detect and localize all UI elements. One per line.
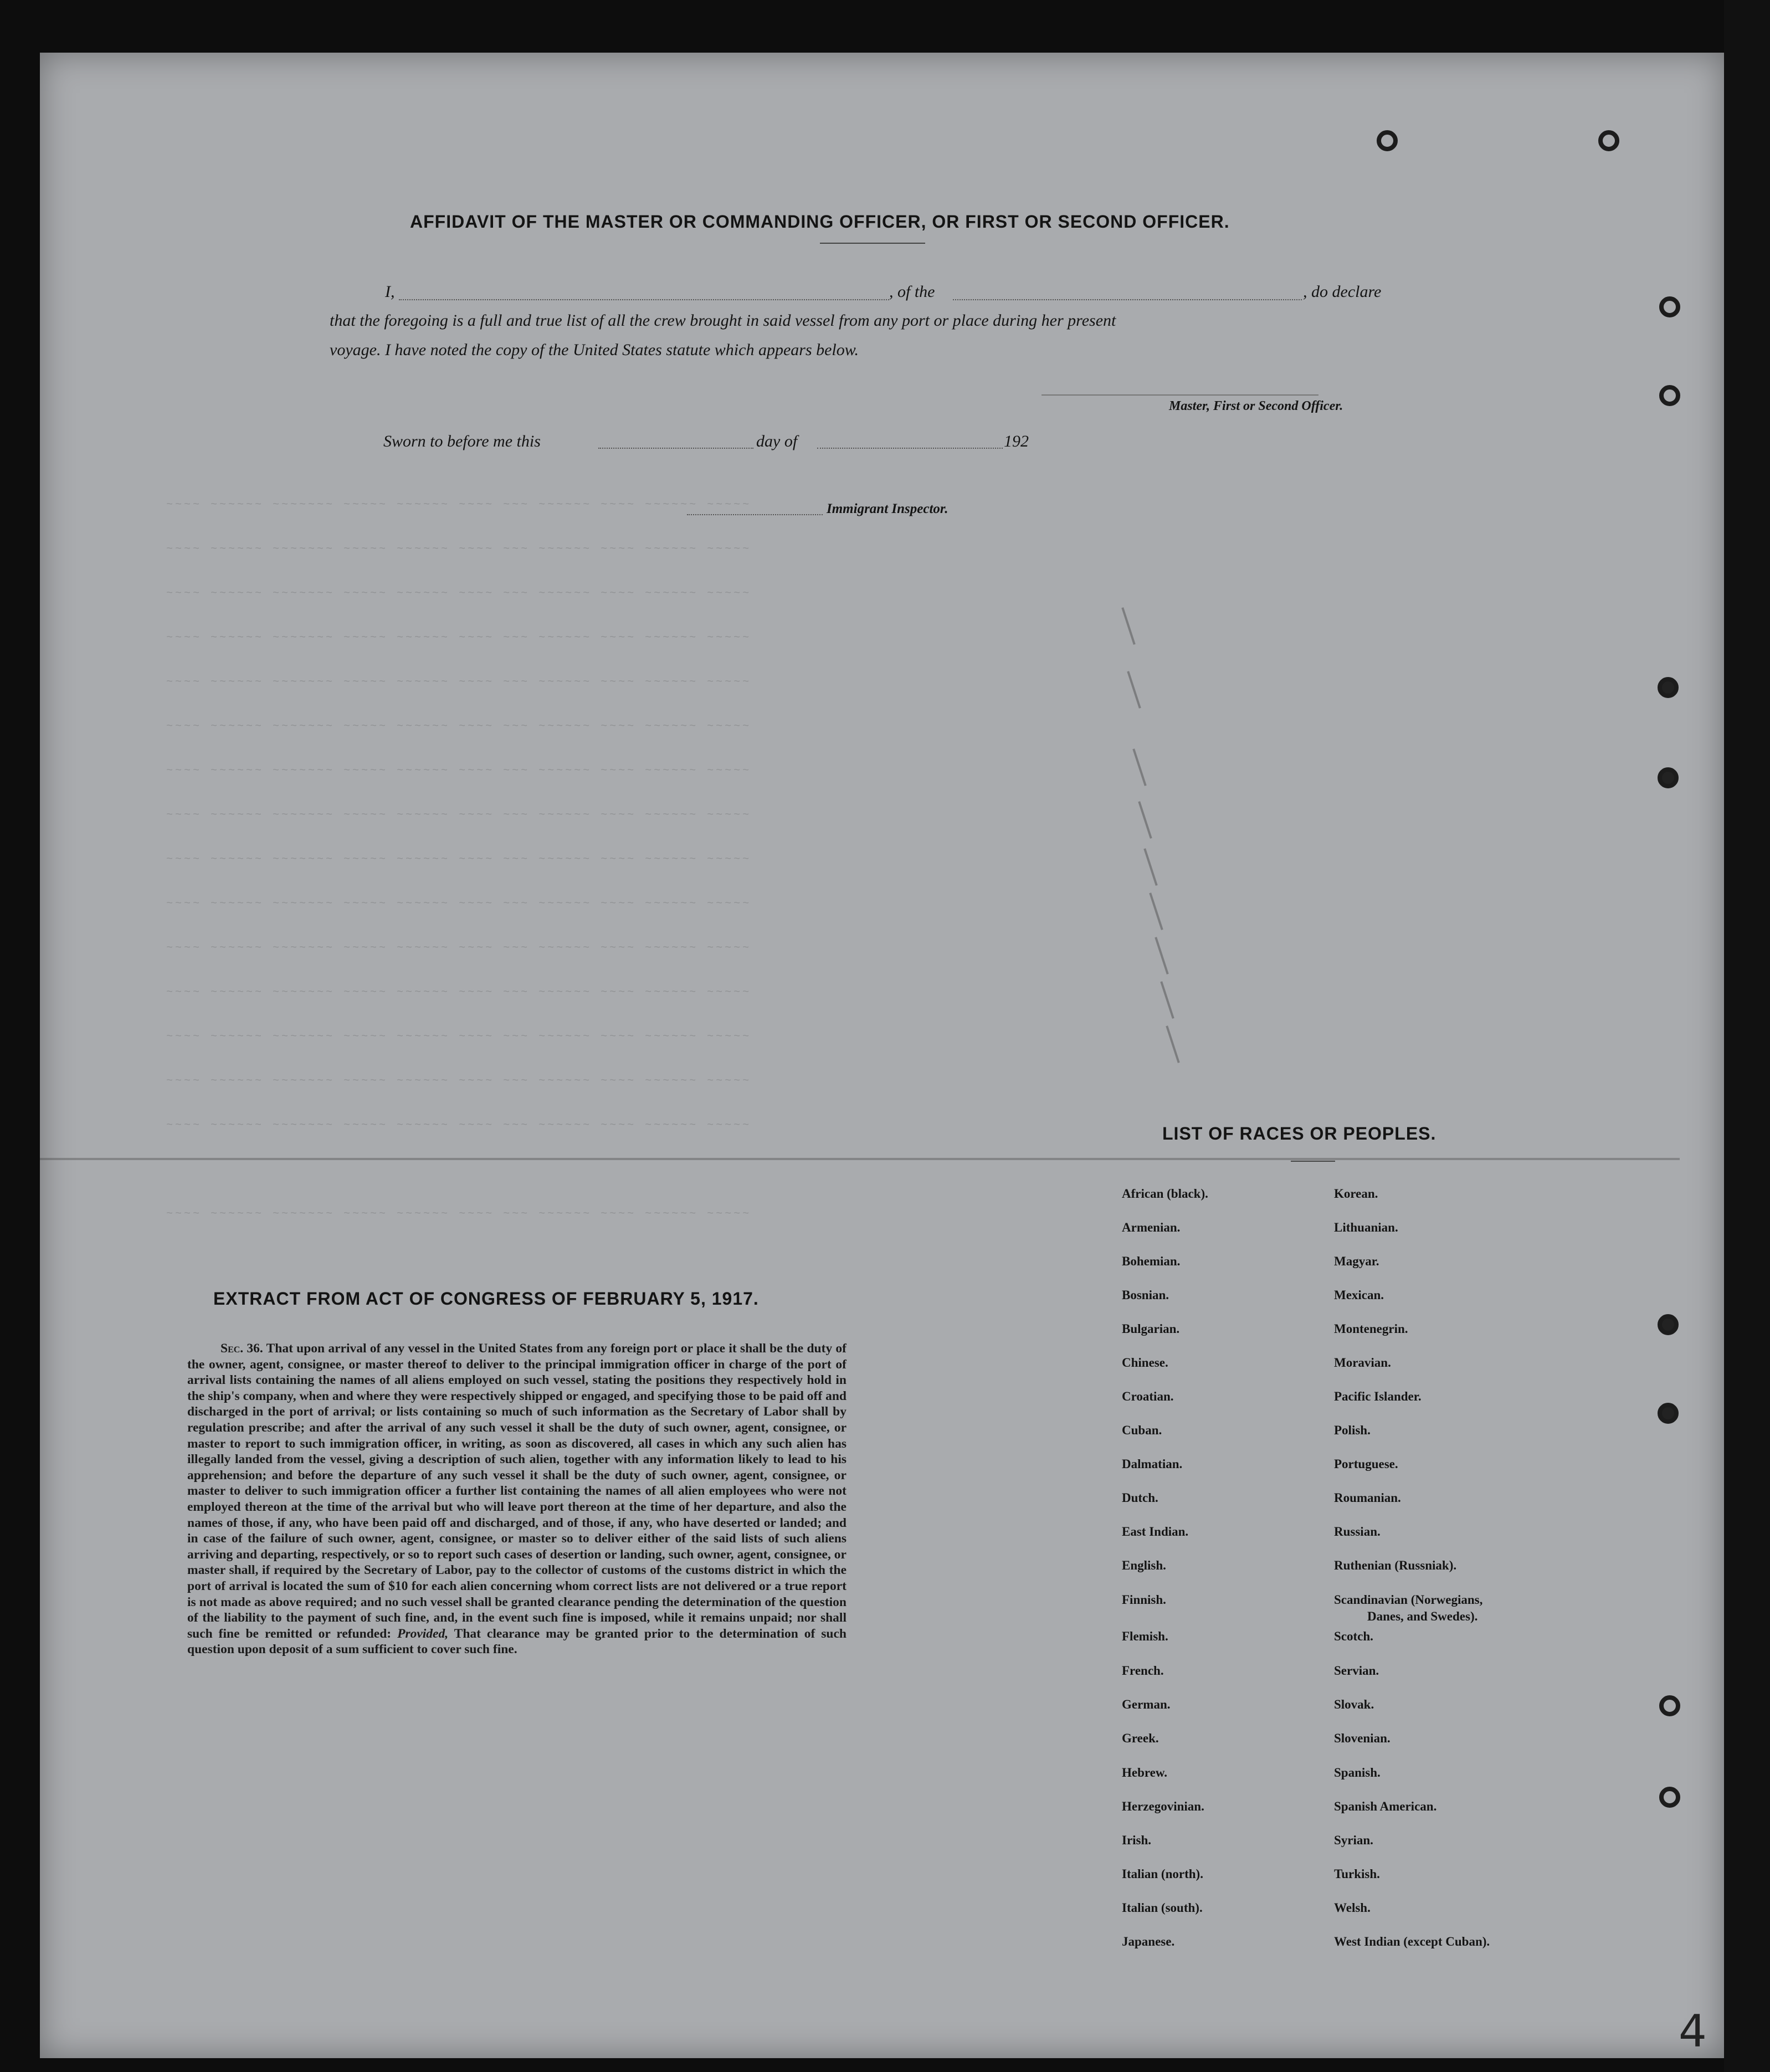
race-item: Montenegrin.: [1334, 1322, 1408, 1336]
punch-hole: [1658, 767, 1679, 788]
do-declare-label: , do declare: [1303, 283, 1382, 301]
race-item: Bohemian.: [1122, 1254, 1181, 1268]
race-item: Dalmatian.: [1122, 1457, 1183, 1471]
race-item: African (black).: [1122, 1187, 1208, 1201]
race-item: Croatian.: [1122, 1389, 1174, 1403]
race-item: Italian (north).: [1122, 1867, 1203, 1881]
page-fold: [40, 1158, 1680, 1160]
race-item: Moravian.: [1334, 1356, 1391, 1370]
race-item: West Indian (except Cuban).: [1334, 1935, 1490, 1948]
race-item: Cuban.: [1122, 1423, 1162, 1437]
race-item: Italian (south).: [1122, 1901, 1203, 1915]
punch-hole: [1377, 130, 1398, 151]
punch-hole: [1659, 296, 1680, 317]
race-item: Magyar.: [1334, 1254, 1379, 1268]
race-item: Bosnian.: [1122, 1288, 1169, 1302]
punch-hole: [1658, 1403, 1679, 1424]
declarant-name-field[interactable]: [399, 299, 889, 300]
corner-page-mark: 4: [1679, 2006, 1707, 2057]
race-item: Irish.: [1122, 1833, 1152, 1847]
act-tail: That clearance may be granted prior to the determination of such question upon deposit of a sum sufficient to cover such fine.: [187, 1626, 847, 1657]
race-item: Greek.: [1122, 1731, 1159, 1745]
punch-hole: [1658, 1314, 1679, 1335]
title-underline: [820, 243, 925, 244]
race-item: Slovenian.: [1334, 1731, 1391, 1745]
year-label: 192: [1004, 432, 1029, 450]
race-item: Danes, and Swedes).: [1367, 1609, 1478, 1623]
races-title-underline: [1291, 1161, 1335, 1162]
vessel-name-field[interactable]: [953, 299, 1302, 300]
races-title: LIST OF RACES OR PEOPLES.: [1162, 1124, 1436, 1143]
affidavit-title: AFFIDAVIT OF THE MASTER OR COMMANDING OFFICER, OR FIRST OR SECOND OFFICER.: [410, 212, 1230, 232]
declarant-label: I,: [385, 283, 395, 301]
sworn-label: Sworn to before me this: [383, 432, 541, 450]
sworn-day-field[interactable]: [598, 448, 753, 449]
race-item: Turkish.: [1334, 1867, 1380, 1881]
race-item: Spanish.: [1334, 1766, 1381, 1779]
race-item: English.: [1122, 1558, 1166, 1572]
race-item: Korean.: [1334, 1187, 1378, 1201]
document-page: [40, 53, 1724, 2058]
act-section-label: Sec. 36.: [220, 1341, 263, 1356]
officer-signature-field[interactable]: [1042, 394, 1318, 396]
inspector-signature-field[interactable]: [687, 514, 823, 515]
race-item: Japanese.: [1122, 1935, 1175, 1948]
race-item: Scotch.: [1334, 1629, 1373, 1643]
race-item: Ruthenian (Russniak).: [1334, 1558, 1457, 1572]
race-item: Portuguese.: [1334, 1457, 1398, 1471]
race-item: Flemish.: [1122, 1629, 1168, 1643]
affidavit-line-3: voyage. I have noted the copy of the United States statute which appears below.: [330, 341, 859, 359]
inspector-label: Immigrant Inspector.: [827, 501, 948, 516]
scan-edge: [1724, 0, 1770, 2072]
day-of-label: day of: [756, 432, 798, 450]
race-item: Syrian.: [1334, 1833, 1373, 1847]
race-item: Bulgarian.: [1122, 1322, 1180, 1336]
race-item: Welsh.: [1334, 1901, 1371, 1915]
race-item: Dutch.: [1122, 1491, 1158, 1505]
sworn-month-field[interactable]: [817, 448, 1003, 449]
race-item: Lithuanian.: [1334, 1220, 1398, 1234]
affidavit-line-2: that the foregoing is a full and true list of all the crew brought in said vessel from any port or place during her present: [330, 311, 1116, 330]
race-item: Servian.: [1334, 1664, 1379, 1678]
race-item: Herzegovinian.: [1122, 1799, 1204, 1813]
race-item: German.: [1122, 1697, 1171, 1711]
punch-hole: [1658, 677, 1679, 698]
race-item: Chinese.: [1122, 1356, 1168, 1370]
race-item: Mexican.: [1334, 1288, 1384, 1302]
race-item: East Indian.: [1122, 1525, 1189, 1538]
race-item: Armenian.: [1122, 1220, 1181, 1234]
of-the-label: , of the: [889, 283, 935, 301]
punch-hole: [1659, 385, 1680, 406]
race-item: Scandinavian (Norwegians,: [1334, 1593, 1483, 1607]
signature-label: Master, First or Second Officer.: [1169, 399, 1343, 413]
race-item: Polish.: [1334, 1423, 1371, 1437]
race-item: Pacific Islander.: [1334, 1389, 1422, 1403]
race-item: Roumanian.: [1334, 1491, 1401, 1505]
act-provided: Provided,: [397, 1626, 449, 1641]
act-body: That upon arrival of any vessel in the United States from any foreign port or place it shall be the duty of the owner, agent, consignee, or master thereof to deliver to the principal immigration officer in charge of the port of arrival lists containing the names of all aliens employed on such vessel, stating the positions they respectively hold in the ship's company, when and where they were respectively shipped or engaged, and specifying those to be paid off and discharged in the port of arrival; or lists containing so much of such information as the Secretary of Labor shall by regulation prescribe; and after the arrival of any such vessel it shall be the duty of such owner, agent, consignee, or master to report to such immigration officer, in writing, as soon as discovered, all cases in which any such alien has illegally landed from the vessel, giving a description of such alien, together with any information likely to lead to his apprehension; and before the departure of any such vessel it shall be the duty of such owner, agent, consignee, or master to deliver to such immigration officer a further list containing the names of all alien employees who were not employed thereon at the time of the arrival but who will leave port thereon at the time of her departure, and also the names of those, if any, who have been paid off and discharged, and of those, if any, who have deserted or landed; and in case of the failure of such owner, agent, consignee, or master so to deliver either of the said lists of such aliens arriving and departing, respectively, or so to report such cases of desertion or landing, such owner, agent, consignee, or master shall, if required by the Secretary of Labor, pay to the collector of customs of the customs district in which the port of arrival is located the sum of $10 for each alien concerning whom correct lists are not delivered or a true report is not made as above required; and no such vessel shall be granted clearance pending the determination of the question of the liability to the payment of such fine, and, in the event such fine is imposed, while it remains unpaid; nor shall such fine be remitted or refunded:: [187, 1341, 846, 1641]
race-item: Russian.: [1334, 1525, 1381, 1538]
act-text: [187, 1341, 846, 1658]
race-item: Spanish American.: [1334, 1799, 1437, 1813]
race-item: Finnish.: [1122, 1593, 1166, 1607]
punch-hole: [1659, 1695, 1680, 1716]
race-item: French.: [1122, 1664, 1164, 1678]
race-item: Slovak.: [1334, 1697, 1374, 1711]
act-title: EXTRACT FROM ACT OF CONGRESS OF FEBRUARY 5, 1917.: [213, 1289, 759, 1309]
punch-hole: [1598, 130, 1619, 151]
race-item: Hebrew.: [1122, 1766, 1167, 1779]
punch-hole: [1659, 1787, 1680, 1808]
